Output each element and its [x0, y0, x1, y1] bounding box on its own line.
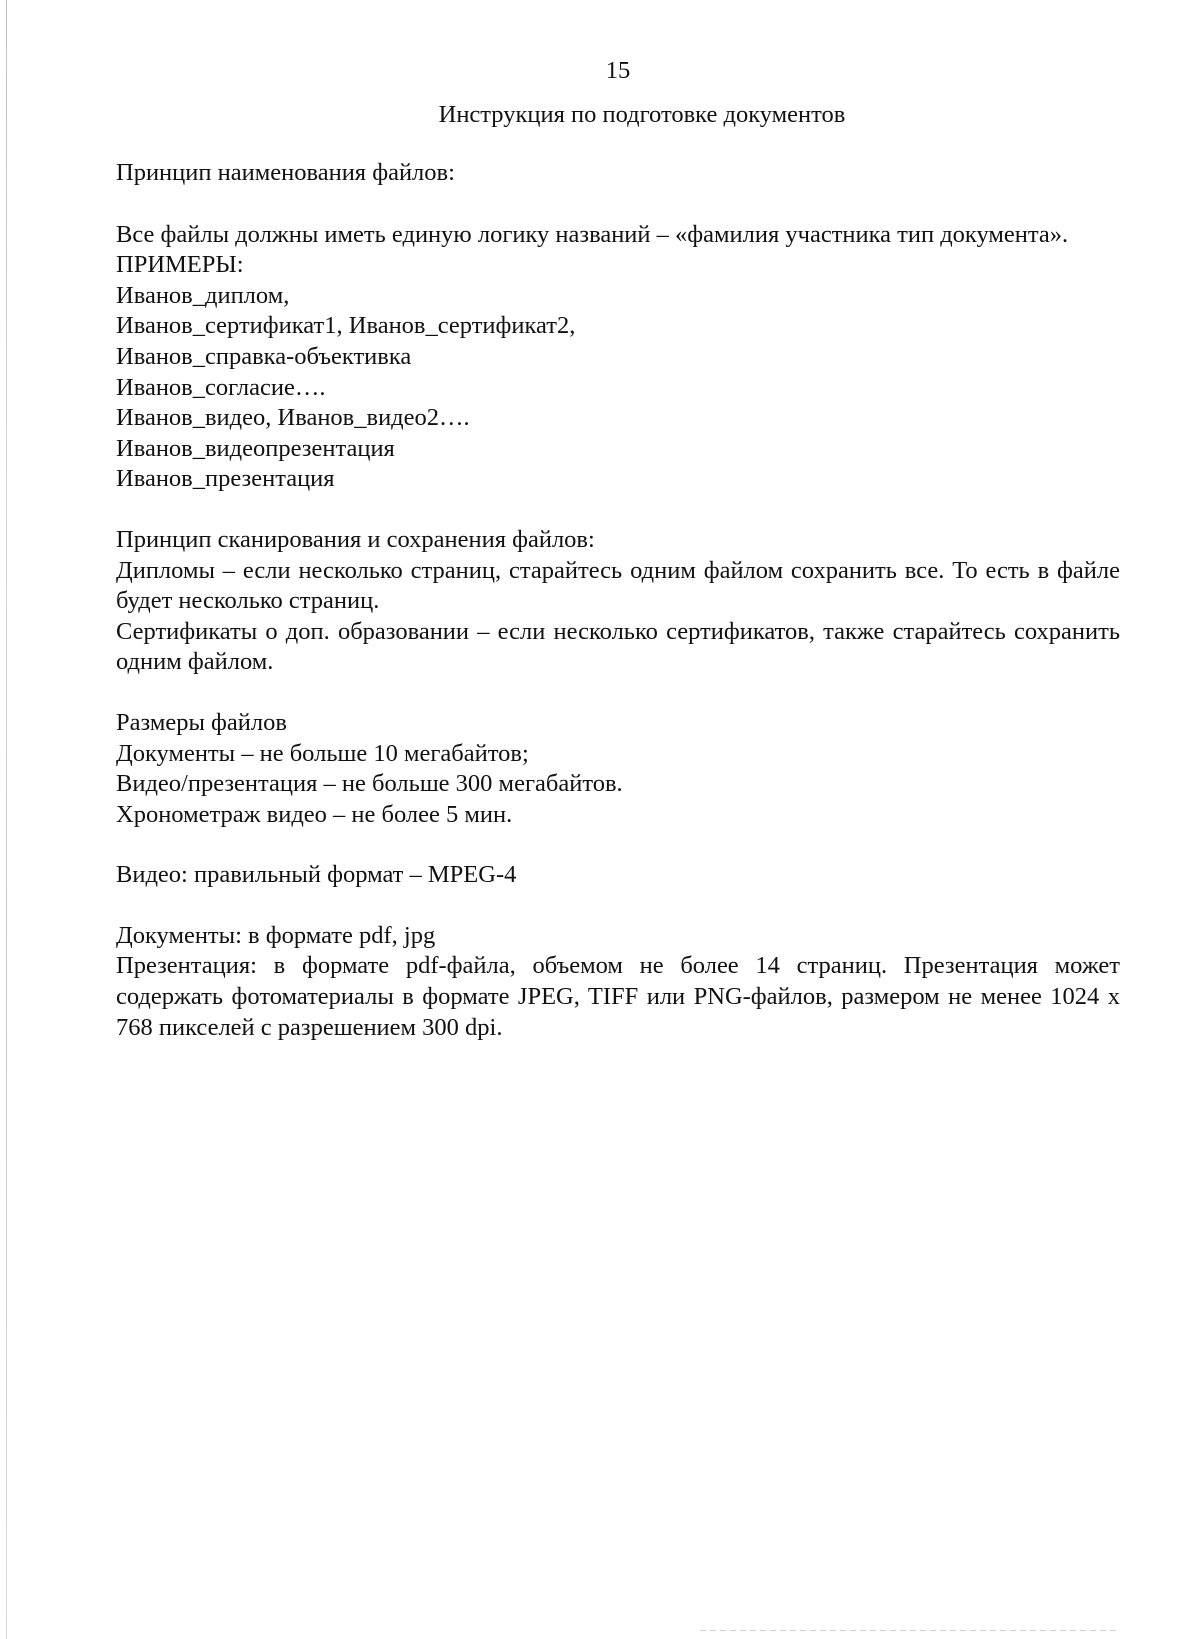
page-number-text: 15 [605, 57, 631, 84]
example-item: Иванов_видео, Иванов_видео2…. [116, 404, 470, 432]
example-item: Иванов_согласие…. [116, 373, 326, 401]
example-item: Иванов_видеопрезентация [116, 434, 395, 462]
example-item: Иванов_справка-объективка [116, 342, 412, 370]
example-item: Иванов_сертификат1, Иванов_сертификат2, [116, 312, 576, 340]
document-title: Инструкция по подготовке документов [438, 101, 846, 128]
examples-list [116, 281, 1120, 495]
sizes-video: Видео/презентация – не больше 300 мегабайтов. [116, 770, 623, 798]
naming-heading: Принцип наименования файлов: [116, 159, 455, 186]
example-item: Иванов_диплом, [116, 281, 290, 309]
video-format: Видео: правильный формат – MPEG-4 [116, 861, 517, 889]
examples-label: ПРИМЕРЫ: [116, 251, 244, 279]
document-page [116, 56, 1120, 1043]
scanning-diplomas: Дипломы – если несколько страниц, старайтесь одним файлом сохранить все. То есть в файле будет несколько страниц. [116, 556, 1120, 615]
sizes-duration: Хронометраж видео – не более 5 мин. [116, 800, 513, 828]
formats-documents: Документы: в формате pdf, jpg [116, 921, 436, 949]
scanning-heading: Принцип сканирования и сохранения файлов: [116, 525, 595, 553]
scan-edge-left [6, 0, 7, 1639]
naming-intro: Все файлы должны иметь единую логику названий – «фамилия участника тип документа». [116, 220, 1069, 248]
sizes-documents: Документы – не больше 10 мегабайтов; [116, 739, 529, 767]
formats-presentation: Презентация: в формате pdf-файла, объемом не более 14 страниц. Презентация может содержать фотоматериалы в формате JPEG, TIFF или PNG-файлов, размером не менее 1024 х 768 пикселей с разрешением 300 dpi. [116, 952, 1120, 1041]
example-item: Иванов_презентация [116, 465, 335, 493]
scanning-certificates: Сертификаты о доп. образовании – если несколько сертификатов, также старайтесь сохранить одним файлом. [116, 617, 1120, 676]
sizes-heading: Размеры файлов [116, 708, 287, 736]
scan-edge-bottom [700, 1630, 1120, 1631]
page-number [116, 56, 1120, 86]
